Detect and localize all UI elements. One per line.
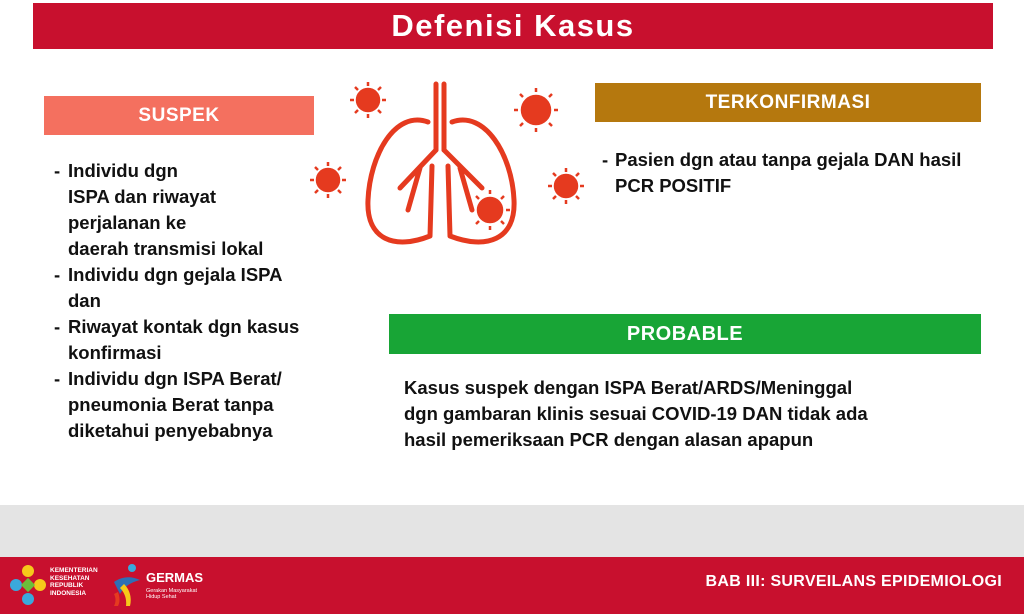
chapter-label: BAB III: SURVEILANS EPIDEMIOLOGI [705, 573, 1002, 590]
footer-gray-band [0, 505, 1024, 557]
bullet-dash: - [54, 160, 61, 181]
suspek-header-label: SUSPEK [138, 104, 220, 126]
virus-icon [514, 88, 558, 132]
terkonfirmasi-header-label: TERKONFIRMASI [705, 91, 871, 113]
kemenkes-line: KESEHATAN [50, 574, 90, 582]
kemenkes-line: INDONESIA [50, 589, 87, 597]
germas-logo [110, 562, 144, 608]
probable-text: Kasus suspek dengan ISPA Berat/ARDS/Meninggal dgn gambaran klinis sesuai COVID-19 DAN tidak ada hasil pemeriksaan PCR dengan alasan apapun [404, 377, 868, 450]
germas-subtitle: Gerakan Masyarakat Hidup Sehat [146, 588, 198, 600]
bullet-dash: - [54, 368, 61, 389]
title-bar [33, 3, 993, 49]
virus-icon [350, 82, 386, 118]
kemenkes-logo [8, 563, 48, 607]
suspek-item-text: Individu dgn ISPA Berat/ pneumonia Berat tanpa diketahui penyebabnya [68, 368, 282, 441]
terkonfirmasi-item [602, 147, 992, 199]
bullet-dash: - [54, 264, 61, 285]
list-item [54, 158, 354, 262]
kemenkes-label [50, 567, 110, 597]
suspek-list [54, 158, 354, 444]
bullet-dash: - [602, 149, 609, 170]
kemenkes-line: KEMENTERIAN [50, 567, 98, 574]
bullet-dash: - [54, 316, 61, 337]
germas-title: GERMAS [146, 570, 204, 585]
suspek-item-text: Riwayat kontak dgn kasus konfirmasi [68, 316, 300, 363]
kemenkes-line: REPUBLIK [50, 582, 84, 589]
list-item [54, 366, 354, 444]
virus-icon [470, 190, 510, 230]
probable-header-label: PROBABLE [626, 322, 744, 345]
terkonfirmasi-header [595, 83, 981, 122]
suspek-item-text: Individu dgn gejala ISPA dan [68, 264, 283, 311]
probable-header [389, 314, 981, 354]
suspek-item-text: Individu dgn ISPA dan riwayat perjalanan ke daerah transmisi lokal [68, 160, 264, 259]
terkonfirmasi-text: Pasien dgn atau tanpa gejala DAN hasil PCR POSITIF [615, 149, 962, 196]
page-title: Defenisi Kasus [391, 8, 635, 43]
list-item [54, 262, 354, 314]
suspek-header [44, 96, 314, 135]
virus-icon [548, 168, 584, 204]
list-item [54, 314, 354, 366]
